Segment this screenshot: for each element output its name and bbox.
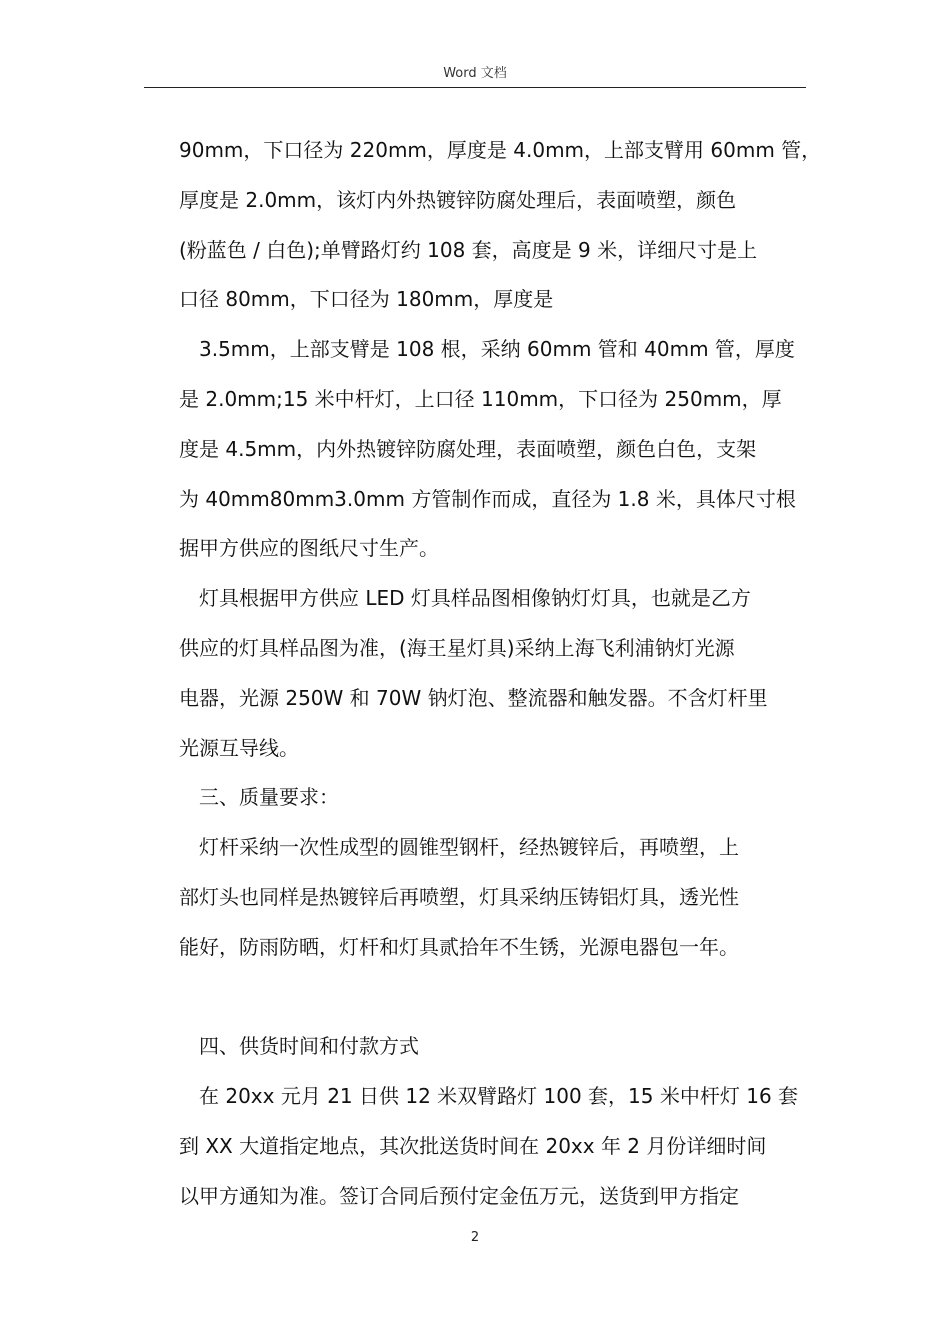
text-line: 部灯头也同样是热镀锌后再喷塑，灯具采纳压铸铝灯具，透光性 <box>179 884 739 909</box>
text-line: 电器，光源 250W 和 70W 钠灯泡、整流器和触发器。不含灯杆里 <box>179 685 768 710</box>
text-line: (粉蓝色 / 白色);单臂路灯约 108 套，高度是 9 米，详细尺寸是上 <box>179 237 758 262</box>
text-line: 为 40mm80mm3.0mm 方管制作而成，直径为 1.8 米，具体尺寸根 <box>179 486 796 511</box>
text-line: 灯具根据甲方供应 LED 灯具样品图相像钠灯灯具，也就是乙方 <box>199 586 751 611</box>
text-line: 是 2.0mm;15 米中杆灯，上口径 110mm，下口径为 250mm，厚 <box>179 386 782 411</box>
document-body <box>179 126 822 1222</box>
text-line: 能好，防雨防晒，灯杆和灯具贰拾年不生锈，光源电器包一年。 <box>179 934 739 959</box>
paragraph-gap <box>179 973 819 1023</box>
text-line: 口径 80mm，下口径为 180mm，厚度是 <box>179 287 554 312</box>
text-line: 厚度是 2.0mm，该灯内外热镀锌防腐处理后，表面喷塑，颜色 <box>179 187 737 212</box>
text-line: 到 XX 大道指定地点，其次批送货时间在 20xx 年 2 月份详细时间 <box>179 1133 767 1158</box>
text-line: 灯杆采纳一次性成型的圆锥型钢杆，经热镀锌后，再喷塑，上 <box>199 835 739 860</box>
text-line: 供应的灯具样品图为准，(海王星灯具)采纳上海飞利浦钠灯光源 <box>179 635 735 660</box>
section-heading: 三、质量要求： <box>199 785 339 810</box>
page-header: Word 文档 <box>443 66 507 81</box>
text-line: 据甲方供应的图纸尺寸生产。 <box>179 536 439 561</box>
text-line: 度是 4.5mm，内外热镀锌防腐处理，表面喷塑，颜色白色，支架 <box>179 436 757 461</box>
page-number: 2 <box>470 1230 480 1245</box>
text-line: 3.5mm，上部支臂是 108 根，采纳 60mm 管和 40mm 管，厚度 <box>199 337 795 362</box>
text-line: 以甲方通知为准。签订合同后预付定金伍万元，送货到甲方指定 <box>179 1183 739 1208</box>
header-rule <box>144 87 806 88</box>
section-heading: 四、供货时间和付款方式 <box>199 1034 419 1059</box>
text-line: 光源互导线。 <box>179 735 299 760</box>
text-line: 90mm，下口径为 220mm，厚度是 4.0mm，上部支臂用 60mm 管， <box>179 138 822 162</box>
text-line: 在 20xx 元月 21 日供 12 米双臂路灯 100 套，15 米中杆灯 16 套 <box>199 1084 799 1109</box>
